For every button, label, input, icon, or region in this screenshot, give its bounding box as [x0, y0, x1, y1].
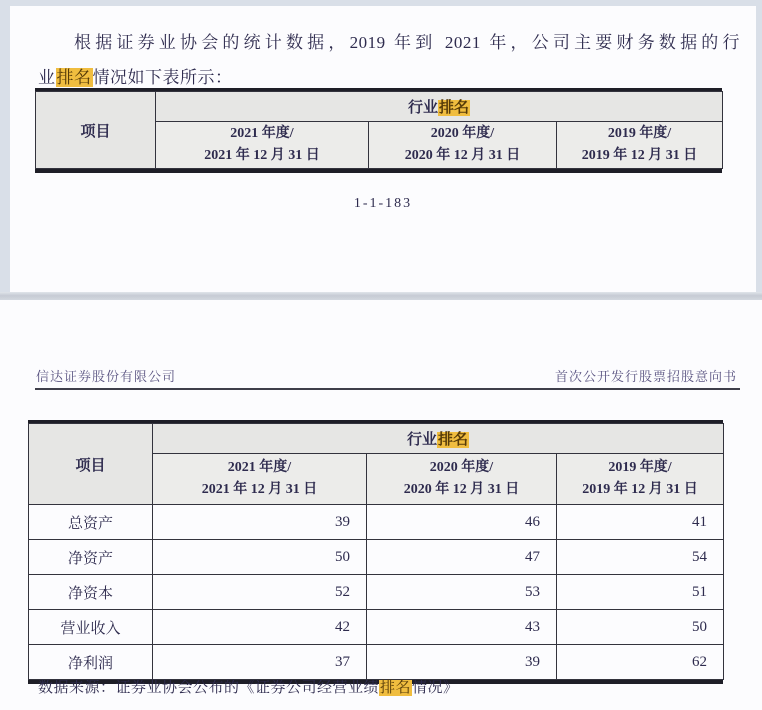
- rank-cell: 43: [367, 610, 557, 645]
- col-header-2019-line1: 2019 年度/: [607, 126, 672, 141]
- group-header-industry-ranking: [153, 424, 724, 454]
- paragraph-line-1: 根据证券业协会的统计数据，2019 年到 2021 年，公司主要财务数据的行: [74, 33, 740, 52]
- col-header-2021: [156, 122, 369, 169]
- row-label: 总资产: [29, 505, 153, 540]
- rank-cell: 53: [367, 575, 557, 610]
- doc-header-title: 首次公开发行股票招股意向书: [554, 369, 737, 384]
- table-row-net-capital: [29, 575, 724, 610]
- source-note-post: 情况》: [412, 680, 459, 696]
- rank-cell: 51: [557, 575, 724, 610]
- paragraph-line-2-post: 情况如下表所示：: [92, 68, 233, 87]
- col-header-2019: [557, 454, 724, 505]
- rank-cell: 41: [557, 505, 724, 540]
- col-header-2020-line2: 2020 年 12 月 31 日: [404, 148, 521, 163]
- header-rule: [35, 388, 740, 390]
- row-label: 净资产: [29, 540, 153, 575]
- source-note-pre: 数据来源：证券业协会公布的《证券公司经营业绩: [38, 680, 380, 696]
- row-label: 营业收入: [29, 610, 153, 645]
- col-header-2021-line1: 2021 年度/: [227, 460, 292, 475]
- search-highlight-ranking: 排名: [438, 432, 469, 448]
- intro-paragraph: [38, 25, 740, 95]
- rank-cell: 54: [557, 540, 724, 575]
- row-label: 净利润: [29, 645, 153, 680]
- table-row-net-assets: [29, 540, 724, 575]
- group-header-pre: 行业: [407, 100, 438, 116]
- group-header-industry-ranking: [156, 92, 723, 122]
- paragraph-line-2-pre: 业: [38, 68, 56, 87]
- table-row-net-profit: [29, 645, 724, 680]
- rank-cell: 39: [367, 645, 557, 680]
- col-header-2019: [557, 122, 723, 169]
- rank-cell: 47: [367, 540, 557, 575]
- rank-cell: 52: [153, 575, 367, 610]
- col-header-2020-line2: 2020 年 12 月 31 日: [403, 482, 520, 497]
- doc-header-company: 信达证券股份有限公司: [36, 369, 177, 384]
- page-divider: [0, 292, 762, 300]
- rank-cell: 37: [153, 645, 367, 680]
- source-note: [38, 676, 459, 697]
- group-header-pre: 行业: [406, 432, 437, 448]
- col-header-2020: [369, 122, 557, 169]
- page-2: [0, 300, 762, 710]
- ranking-table-header-continued: [35, 88, 722, 173]
- ranking-table: [28, 420, 723, 684]
- search-highlight-ranking: 排名: [380, 680, 412, 696]
- col-header-2021-line1: 2021 年度/: [230, 126, 294, 141]
- col-header-2021-line2: 2021 年 12 月 31 日: [201, 482, 318, 497]
- col-header-2019-line1: 2019 年度/: [608, 460, 672, 475]
- table-row-operating-revenue: [29, 610, 724, 645]
- rank-cell: 50: [557, 610, 724, 645]
- rank-cell: 39: [153, 505, 367, 540]
- col-header-2020: [367, 454, 557, 505]
- search-highlight-ranking: 排名: [56, 68, 92, 87]
- rank-cell: 50: [153, 540, 367, 575]
- rank-cell: 42: [153, 610, 367, 645]
- col-header-2019-line2: 2019 年 12 月 31 日: [582, 482, 698, 497]
- search-highlight-ranking: 排名: [439, 100, 470, 116]
- row-label: 净资本: [29, 575, 153, 610]
- col-header-2021-line2: 2021 年 12 月 31 日: [204, 148, 320, 163]
- col-header-2019-line2: 2019 年 12 月 31 日: [581, 148, 698, 163]
- table-row-total-assets: [29, 505, 724, 540]
- rank-cell: 46: [367, 505, 557, 540]
- item-column-header: 项目: [36, 92, 156, 169]
- document-header: [36, 366, 737, 385]
- page-number: 1-1-183: [353, 196, 413, 211]
- rank-cell: 62: [557, 645, 724, 680]
- col-header-2021: [153, 454, 367, 505]
- col-header-2020-line1: 2020 年度/: [430, 126, 495, 141]
- col-header-2020-line1: 2020 年度/: [429, 460, 494, 475]
- page-1: [10, 6, 756, 292]
- item-column-header: 项目: [29, 424, 153, 505]
